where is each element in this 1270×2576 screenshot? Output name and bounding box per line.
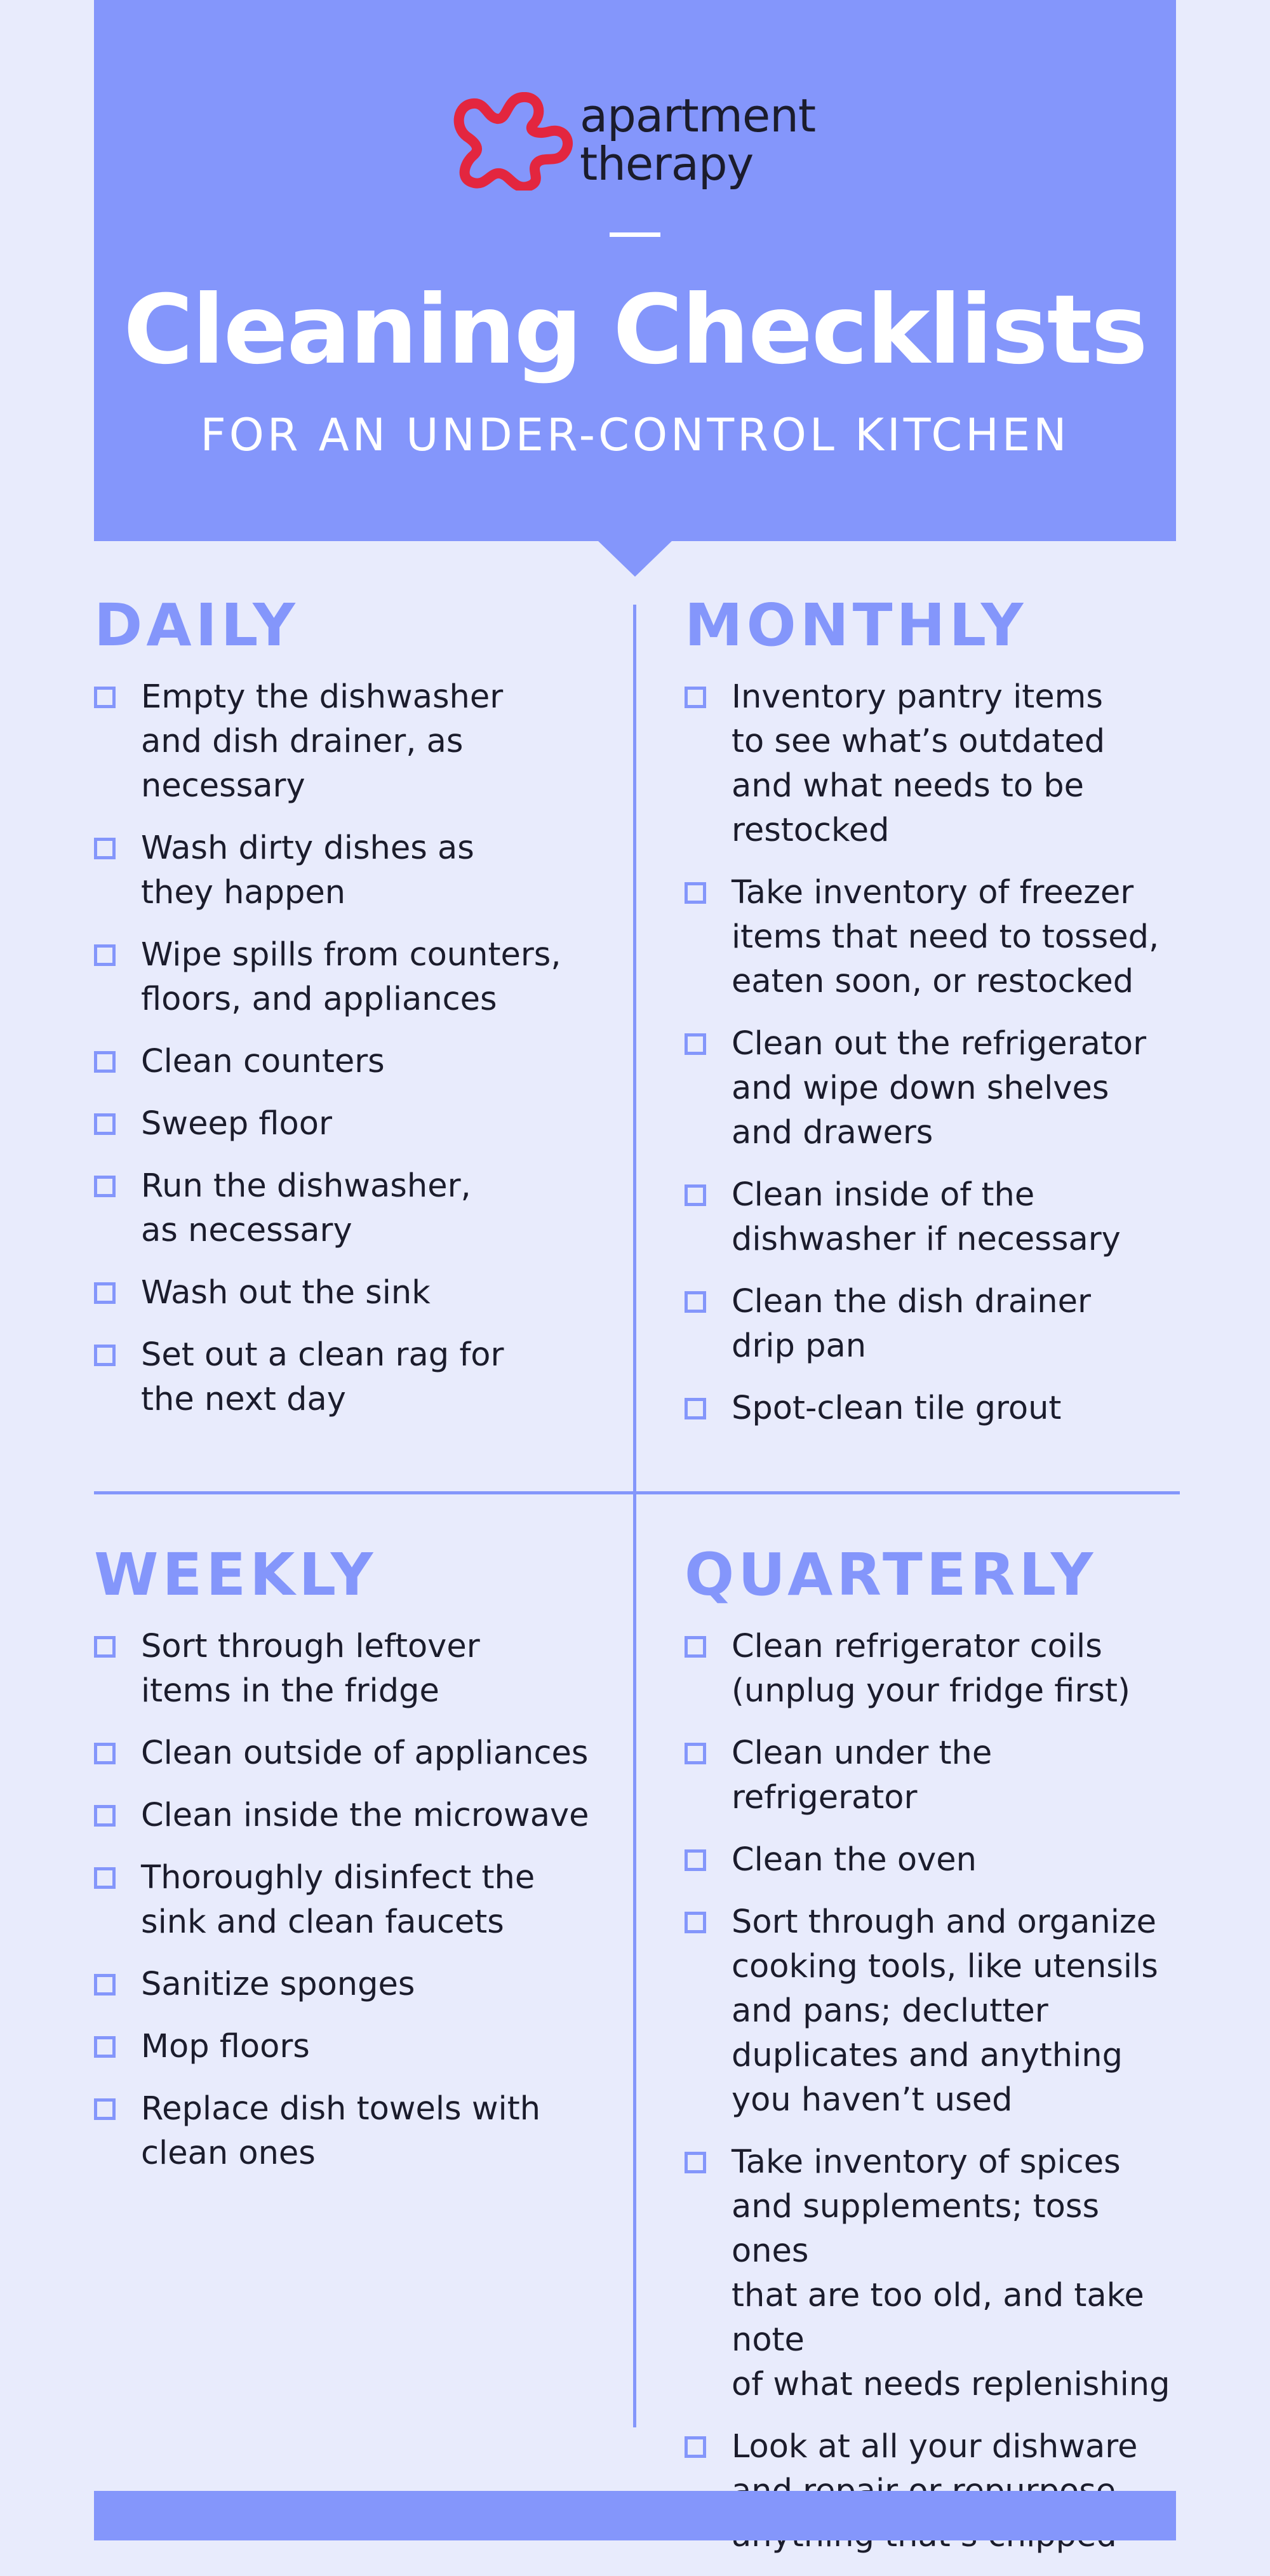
checklist-item[interactable] bbox=[685, 2140, 1186, 2407]
checklist-item-label: Sort through leftover items in the fridge bbox=[141, 1628, 480, 1710]
checklist-item-label: Clean inside of the dishwasher if necessary bbox=[732, 1176, 1121, 1258]
checklist-item-label: Clean inside the microwave bbox=[141, 1797, 589, 1834]
checklist-item-label: Clean the oven bbox=[732, 1841, 977, 1879]
brand-name-line1: apartment bbox=[580, 89, 816, 142]
checklist-item-label: Clean the dish drainer drip pan bbox=[732, 1283, 1091, 1365]
checkbox[interactable] bbox=[685, 2152, 706, 2173]
monthly-section bbox=[685, 591, 1186, 1449]
checkbox[interactable] bbox=[94, 1743, 116, 1764]
checklist-item-label: Clean out the refrigerator and wipe down shelves and drawers bbox=[732, 1025, 1147, 1151]
checklist-item[interactable] bbox=[94, 1731, 621, 1776]
checkbox[interactable] bbox=[685, 1398, 706, 1419]
brand-name bbox=[580, 89, 816, 191]
checkbox[interactable] bbox=[94, 1867, 116, 1889]
checklist-item-label: Sort through and organize cooking tools, like utensils and pans; declutter duplicates and anything you haven’t used bbox=[732, 1903, 1158, 2119]
quarterly-section bbox=[685, 1543, 1186, 2576]
page-title: Cleaning Checklists bbox=[123, 275, 1147, 386]
checklist-item[interactable] bbox=[94, 1625, 621, 1714]
checkbox[interactable] bbox=[94, 1176, 116, 1197]
checklist-item[interactable] bbox=[685, 1900, 1186, 2123]
checklist-item[interactable] bbox=[94, 1333, 621, 1422]
brand-name-line2: therapy bbox=[580, 137, 754, 191]
checkbox[interactable] bbox=[685, 687, 706, 708]
checkbox[interactable] bbox=[94, 1974, 116, 1996]
checkbox[interactable] bbox=[94, 2098, 116, 2120]
checkbox[interactable] bbox=[685, 1636, 706, 1658]
checklist-item-label: Set out a clean rag for the next day bbox=[141, 1336, 504, 1418]
checkbox[interactable] bbox=[94, 1805, 116, 1827]
checkbox[interactable] bbox=[685, 1033, 706, 1055]
checklist-item[interactable] bbox=[685, 1625, 1186, 1714]
checklist-item-label: Empty the dishwasher and dish drainer, as necessary bbox=[141, 678, 504, 805]
daily-section bbox=[94, 591, 621, 1440]
checklist-item-label: Wash out the sink bbox=[141, 1274, 431, 1311]
checklist-item-label: Clean counters bbox=[141, 1043, 385, 1080]
checklist-item-label: Inventory pantry items to see what’s outdated and what needs to be restocked bbox=[732, 678, 1106, 849]
checklist-item[interactable] bbox=[94, 1271, 621, 1315]
checklist-item[interactable] bbox=[94, 1102, 621, 1146]
checklist-item-label: Look at all your dishware bbox=[732, 2428, 1138, 2465]
header-divider bbox=[610, 232, 660, 237]
footer-bar bbox=[94, 2491, 1176, 2540]
checkbox[interactable] bbox=[685, 1743, 706, 1764]
checkbox[interactable] bbox=[685, 1184, 706, 1206]
monthly-title: MONTHLY bbox=[685, 591, 1027, 659]
checkbox[interactable] bbox=[685, 1849, 706, 1871]
weekly-section bbox=[94, 1543, 621, 2194]
checklist-item-label: Sanitize sponges bbox=[141, 1966, 415, 2003]
checkbox[interactable] bbox=[94, 1051, 116, 1073]
checklist-item[interactable] bbox=[685, 871, 1186, 1004]
quarterly-title: QUARTERLY bbox=[685, 1541, 1097, 1609]
quarterly-checklist bbox=[685, 1625, 1186, 2558]
row-divider bbox=[94, 1491, 1180, 1494]
checklist-item[interactable] bbox=[94, 1962, 621, 2007]
page-subtitle: FOR AN UNDER-CONTROL KITCHEN bbox=[200, 409, 1070, 461]
checklist-item[interactable] bbox=[94, 2087, 621, 2176]
checklist-item[interactable] bbox=[94, 1856, 621, 1945]
checkbox[interactable] bbox=[685, 882, 706, 904]
checklist-item-label: Clean outside of appliances bbox=[141, 1734, 589, 1772]
checklist-item[interactable] bbox=[685, 1173, 1186, 1262]
checklist-item-label: Wash dirty dishes as they happen bbox=[141, 829, 474, 911]
checklist-item-label: Thoroughly disinfect the sink and clean faucets bbox=[141, 1859, 535, 1941]
checklist-item[interactable] bbox=[94, 826, 621, 915]
checklist-item-label: Clean under the refrigerator bbox=[732, 1734, 993, 1816]
checklist-item[interactable] bbox=[94, 1040, 621, 1084]
checklist-item[interactable] bbox=[685, 1280, 1186, 1369]
checklist-item-label: Sweep floor bbox=[141, 1105, 332, 1143]
checklist-item-label: Mop floors bbox=[141, 2028, 310, 2065]
checklist-item[interactable] bbox=[94, 1794, 621, 1838]
checkbox[interactable] bbox=[94, 1113, 116, 1135]
checklist-item-label: Run the dishwasher, as necessary bbox=[141, 1167, 471, 1249]
checklist-item[interactable] bbox=[685, 1731, 1186, 1820]
checkbox[interactable] bbox=[94, 1636, 116, 1658]
checkbox[interactable] bbox=[685, 2436, 706, 2458]
checkbox[interactable] bbox=[685, 1912, 706, 1933]
checklist-item[interactable] bbox=[94, 933, 621, 1022]
checklist-item-label: Wipe spills from counters, floors, and appliances bbox=[141, 936, 561, 1018]
weekly-checklist bbox=[94, 1625, 621, 2176]
checklist-item-label: Take inventory of freezer items that need to tossed, eaten soon, or restocked bbox=[732, 874, 1160, 1000]
brand-logo[interactable] bbox=[448, 89, 829, 197]
monthly-checklist bbox=[685, 675, 1186, 1431]
checkbox[interactable] bbox=[94, 687, 116, 708]
column-divider bbox=[633, 605, 636, 2427]
checklist-item[interactable] bbox=[94, 2025, 621, 2069]
checkbox[interactable] bbox=[94, 1345, 116, 1366]
checkbox[interactable] bbox=[94, 2036, 116, 2058]
checklist-item-label: Replace dish towels with clean ones bbox=[141, 2090, 541, 2172]
apartment-therapy-logo-icon bbox=[448, 92, 575, 191]
checklist-item[interactable] bbox=[685, 1838, 1186, 1882]
checkbox[interactable] bbox=[94, 1282, 116, 1304]
checkbox[interactable] bbox=[94, 838, 116, 859]
checklist-item[interactable] bbox=[94, 675, 621, 808]
weekly-title: WEEKLY bbox=[94, 1541, 377, 1609]
checklist-item[interactable] bbox=[94, 1164, 621, 1253]
checklist-item[interactable] bbox=[685, 675, 1186, 853]
checklist-item-label: Spot-clean tile grout bbox=[732, 1390, 1062, 1427]
header-pointer bbox=[597, 540, 673, 577]
checklist-item[interactable] bbox=[685, 1386, 1186, 1431]
checklist-item[interactable] bbox=[685, 1022, 1186, 1155]
checkbox[interactable] bbox=[685, 1291, 706, 1313]
checklist-item-label: Clean refrigerator coils (unplug your fridge first) bbox=[732, 1628, 1130, 1710]
checkbox[interactable] bbox=[94, 944, 116, 966]
daily-checklist bbox=[94, 675, 621, 1422]
checklist-item-label: Take inventory of spices and supplements; toss ones that are too old, and take note of what needs replenishing bbox=[732, 2143, 1170, 2403]
daily-title: DAILY bbox=[94, 591, 299, 659]
